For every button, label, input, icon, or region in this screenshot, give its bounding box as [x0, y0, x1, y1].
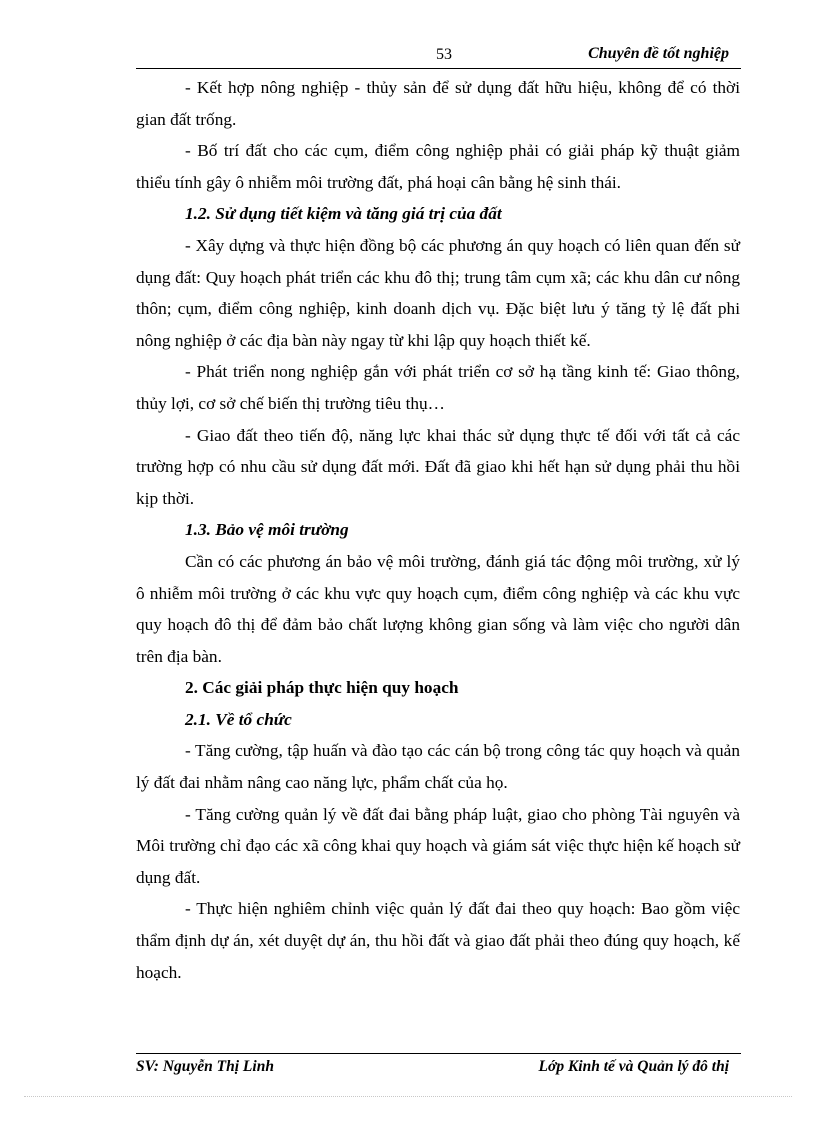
- page-header: [136, 40, 741, 69]
- paragraph: - Phát triển nong nghiệp gắn với phát triển cơ sở hạ tầng kinh tế: Giao thông, thủy lợi, cơ sở chế biến thị trường tiêu thụ…: [136, 362, 740, 413]
- paragraph: - Xây dựng và thực hiện đồng bộ các phương án quy hoạch có liên quan đến sử dụng đất: Quy hoạch phát triển các khu đô thị; trung tâm cụm xã; các khu dân cư nông thôn; cụm, điểm công nghiệp, kinh doanh dịch vụ. Đặc biệt lưu ý tăng tỷ lệ đất phi nông nghiệp ở các địa bàn này ngay từ khi lập quy hoạch thiết kế.: [136, 235, 740, 350]
- document-title: Chuyên đề tốt nghiệp: [588, 45, 729, 62]
- paragraph: - Tăng cường, tập huấn và đào tạo các cán bộ trong công tác quy hoạch và quản lý đất đai nhằm nâng cao năng lực, phẩm chất của họ.: [136, 741, 740, 793]
- class-name: Lớp Kinh tế và Quản lý đô thị: [538, 1058, 729, 1075]
- paragraph: - Tăng cường quản lý về đất đai bằng pháp luật, giao cho phòng Tài nguyên và Môi trường chỉ đạo các xã công khai quy hoạch và giám sát việc thực hiện kế hoạch sử dụng đất.: [136, 804, 740, 887]
- section-heading-1-3: 1.3. Bảo vệ môi trường: [185, 520, 349, 540]
- page-number: 53: [436, 46, 452, 63]
- paragraph: - Kết hợp nông nghiệp - thủy sản để sử dụng đất hữu hiệu, không để có thời gian đất trống.: [136, 78, 740, 129]
- document-body: [136, 72, 740, 988]
- section-heading-1-2: 1.2. Sử dụng tiết kiệm và tăng giá trị của đất: [185, 204, 502, 224]
- section-heading-2-1: 2.1. Về tổ chức: [185, 709, 292, 729]
- paragraph: - Bố trí đất cho các cụm, điểm công nghiệp phải có giải pháp kỹ thuật giảm thiểu tính gây ô nhiễm môi trường đất, phá hoại cân bằng hệ sinh thái.: [136, 141, 740, 192]
- section-heading-2: 2. Các giải pháp thực hiện quy hoạch: [185, 678, 459, 698]
- page-footer: [136, 1053, 741, 1080]
- page-bottom-divider: [24, 1096, 792, 1097]
- paragraph: - Thực hiện nghiêm chỉnh việc quản lý đất đai theo quy hoạch: Bao gồm việc thẩm định dự án, xét duyệt dự án, thu hồi đất và giao đất phải theo đúng quy hoạch, kế hoạch.: [136, 899, 740, 982]
- paragraph: - Giao đất theo tiến độ, năng lực khai thác sử dụng thực tế đối với tất cả các trường hợp có nhu cầu sử dụng đất mới. Đất đã giao khi hết hạn sử dụng phải thu hồi kịp thời.: [136, 425, 740, 508]
- student-name: SV: Nguyễn Thị Linh: [136, 1058, 274, 1075]
- paragraph: Cần có các phương án bảo vệ môi trường, đánh giá tác động môi trường, xử lý ô nhiễm môi trường ở các khu vực quy hoạch cụm, điểm công nghiệp và các khu vực quy hoạch đô thị để đảm bảo chất lượng không gian sống và làm việc cho người dân trên địa bàn.: [136, 551, 740, 666]
